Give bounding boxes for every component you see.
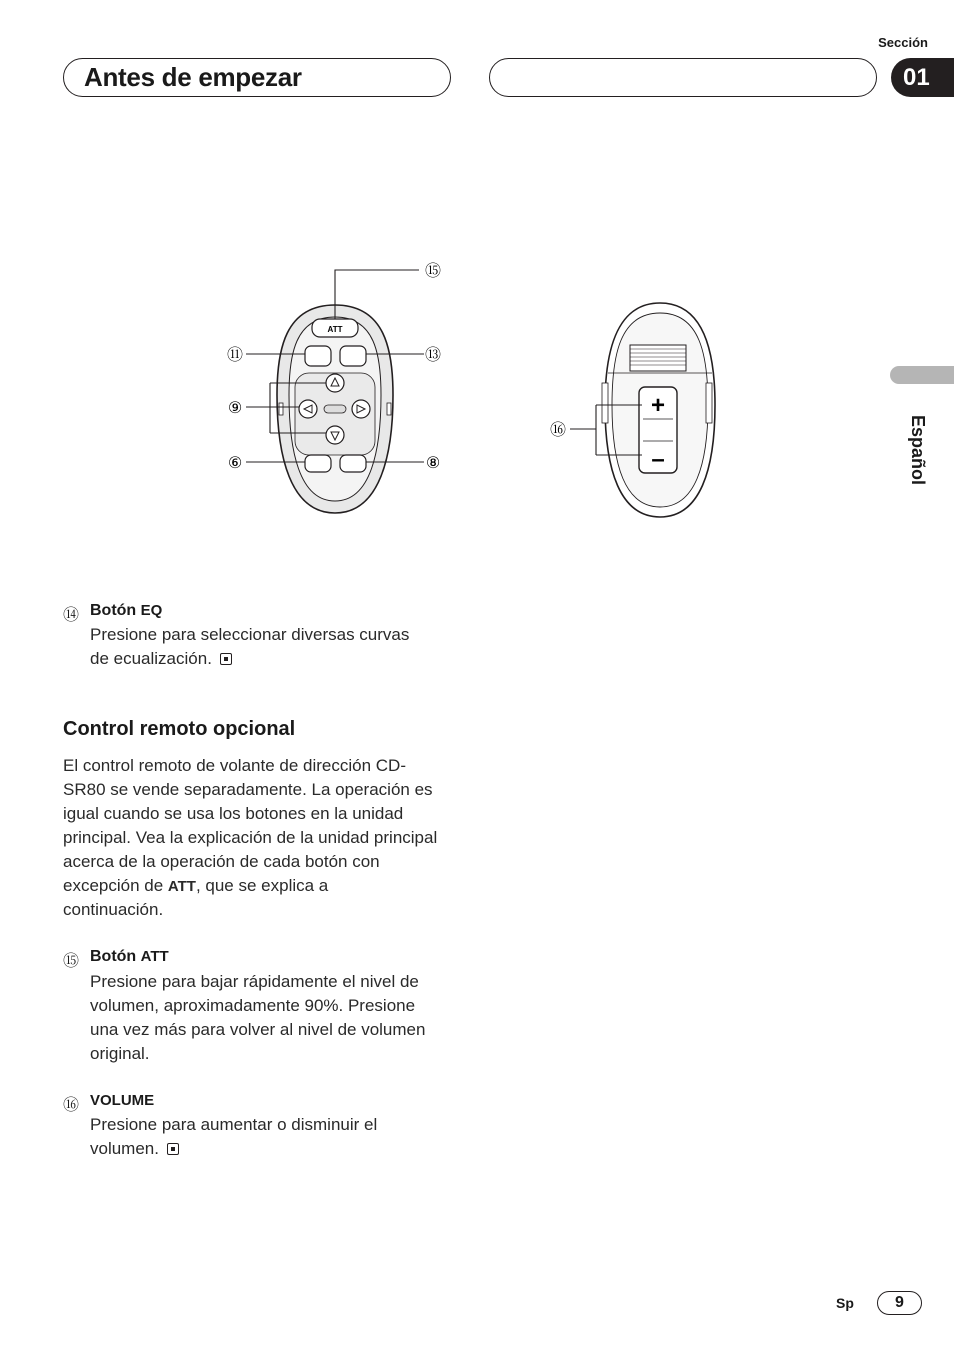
remote-body-line6 <box>63 874 328 899</box>
end-mark-icon <box>220 653 232 665</box>
item-number-16: ⑯ <box>63 1097 80 1114</box>
remote-section-heading: Control remoto opcional <box>63 718 296 740</box>
att-desc-line1: Presione para bajar rápidamente el nivel de <box>90 972 419 991</box>
remote-body-line6-key: ATT <box>167 878 196 895</box>
eq-title <box>90 602 162 620</box>
end-mark-icon <box>167 1143 179 1155</box>
plus-icon: + <box>650 392 666 419</box>
att-desc-line3: una vez más para volver al nivel de volumen <box>90 1020 426 1039</box>
volume-title <box>90 1092 154 1110</box>
language-label: Español <box>908 414 928 485</box>
eq-title-key: EQ <box>140 602 163 619</box>
page-number: 9 <box>877 1291 922 1315</box>
title-bar <box>63 58 451 97</box>
att-title-text: Botón <box>90 948 137 965</box>
eq-desc-line1: Presione para seleccionar diversas curvas <box>90 625 410 644</box>
remote-body-line6-pre: excepción de <box>63 876 168 895</box>
button-6-shape <box>305 455 331 472</box>
language-code: Sp <box>836 1295 854 1311</box>
att-title-key: ATT <box>140 948 169 965</box>
att-button-label: ATT <box>327 325 343 334</box>
page-title: Antes de empezar <box>84 62 302 92</box>
left-arrow-icon <box>299 400 317 418</box>
eq-desc-text: de ecualización. <box>90 649 212 668</box>
header-blank-bar <box>489 58 877 97</box>
remote-body-line1: El control remoto de volante de dirección CD- <box>63 756 406 775</box>
remote-body-line7: continuación. <box>63 900 164 919</box>
volume-desc-line2 <box>90 1137 179 1161</box>
att-desc-line4: original. <box>90 1044 150 1063</box>
volume-desc-line1: Presione para aumentar o disminuir el <box>90 1115 378 1134</box>
volume-desc-text: volumen. <box>90 1139 159 1158</box>
button-13-shape <box>340 346 366 366</box>
callout-13: ⑬ <box>424 347 442 364</box>
remote-body-line6-post: , que se explica a <box>195 876 329 895</box>
section-label: Sección <box>878 35 928 50</box>
button-11-shape <box>305 346 331 366</box>
callout-9: ⑨ <box>227 400 243 417</box>
center-slot <box>324 405 346 413</box>
right-arrow-icon <box>352 400 370 418</box>
callout-11: ⑪ <box>226 347 244 364</box>
remote-back-figure <box>540 295 730 525</box>
language-tab <box>890 366 954 384</box>
up-arrow-icon <box>326 374 344 392</box>
callout-15: ⑮ <box>424 263 442 280</box>
eq-title-text: Botón <box>90 602 137 619</box>
remote-body-line2: SR80 se vende separadamente. La operación es <box>63 780 433 799</box>
att-desc-line2: volumen, aproximadamente 90%. Presione <box>90 996 416 1015</box>
remote-body-line4: principal. Vea la explicación de la unidad principal <box>63 828 438 847</box>
item-number-15: ⑮ <box>63 953 80 970</box>
remote-body-line3: igual cuando se usa los botones en la unidad <box>63 804 404 823</box>
callout-16: ⑯ <box>549 422 567 439</box>
callout-6: ⑥ <box>227 455 243 472</box>
section-number-badge: 01 <box>891 58 954 97</box>
eq-desc-line2 <box>90 647 232 671</box>
minus-icon: – <box>651 446 665 473</box>
item-number-14: ⑭ <box>63 607 80 624</box>
remote-body-line5: acerca de la operación de cada botón con <box>63 852 380 871</box>
volume-title-key: VOLUME <box>90 1092 155 1109</box>
button-8-shape <box>340 455 366 472</box>
callout-8: ⑧ <box>425 455 441 472</box>
down-arrow-icon <box>326 426 344 444</box>
att-title <box>90 948 169 966</box>
remote-front-figure <box>215 255 455 520</box>
